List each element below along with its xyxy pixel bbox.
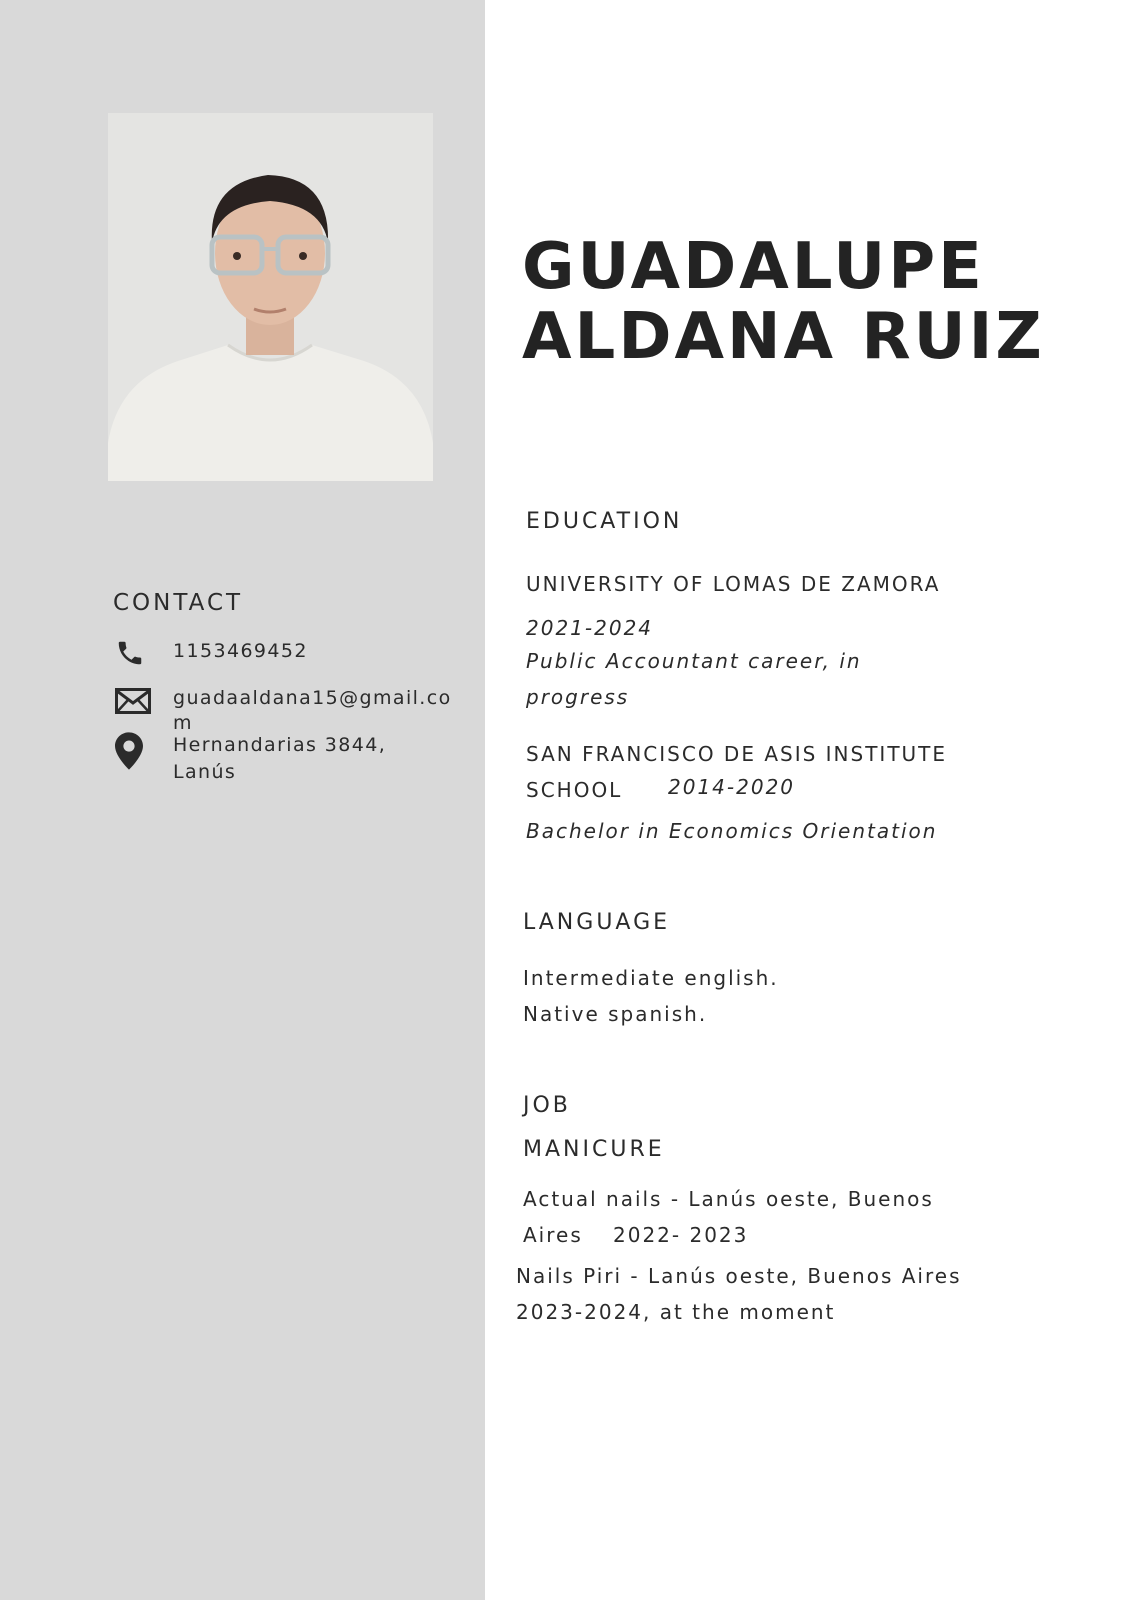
main-content <box>485 0 1131 1600</box>
address <box>173 732 386 786</box>
job-2-line-2: 2023-2024, at the moment <box>516 1300 836 1324</box>
sidebar <box>0 0 485 1600</box>
education-school-2-line-1: SAN FRANCISCO DE ASIS INSTITUTE <box>526 742 948 766</box>
job-role: MANICURE <box>523 1137 665 1162</box>
education-school-1-years: 2021-2024 <box>526 616 654 640</box>
job-1-years: 2022- 2023 <box>613 1223 749 1247</box>
language-line-1: Intermediate english. <box>523 966 779 990</box>
job-heading: JOB <box>523 1093 571 1118</box>
last-name: ALDANA RUIZ <box>522 300 1045 374</box>
contact-email <box>115 686 453 736</box>
contact-heading: CONTACT <box>113 590 244 616</box>
job-1-line-2: Aires <box>523 1223 583 1247</box>
contact-address <box>115 736 386 786</box>
full-name <box>522 232 1045 372</box>
map-pin-icon <box>115 736 155 766</box>
language-heading: LANGUAGE <box>523 910 671 935</box>
education-school-1-desc-line-1: Public Accountant career, in <box>526 649 862 673</box>
job-2-line-1: Nails Piri - Lanús oeste, Buenos Aires <box>516 1264 962 1288</box>
education-school-2-years: 2014-2020 <box>668 775 796 799</box>
envelope-icon <box>115 686 155 716</box>
education-school-2-desc: Bachelor in Economics Orientation <box>526 819 938 843</box>
education-school-2-line-2: SCHOOL <box>526 778 623 802</box>
contact-phone <box>115 638 308 668</box>
profile-photo <box>108 113 433 481</box>
language-line-2: Native spanish. <box>523 1002 708 1026</box>
education-school-1-desc-line-2: progress <box>526 685 630 709</box>
education-school-1: UNIVERSITY OF LOMAS DE ZAMORA <box>526 572 941 596</box>
address-line-2: Lanús <box>173 761 237 783</box>
job-1-line-1: Actual nails - Lanús oeste, Buenos <box>523 1187 934 1211</box>
phone-icon <box>115 638 155 668</box>
first-name: GUADALUPE <box>522 230 985 304</box>
address-line-1: Hernandarias 3844, <box>173 734 387 756</box>
phone-number[interactable]: 1153469452 <box>173 640 308 662</box>
education-heading: EDUCATION <box>526 509 683 534</box>
email-address[interactable]: guadaaldana15@gmail.com <box>173 687 452 734</box>
